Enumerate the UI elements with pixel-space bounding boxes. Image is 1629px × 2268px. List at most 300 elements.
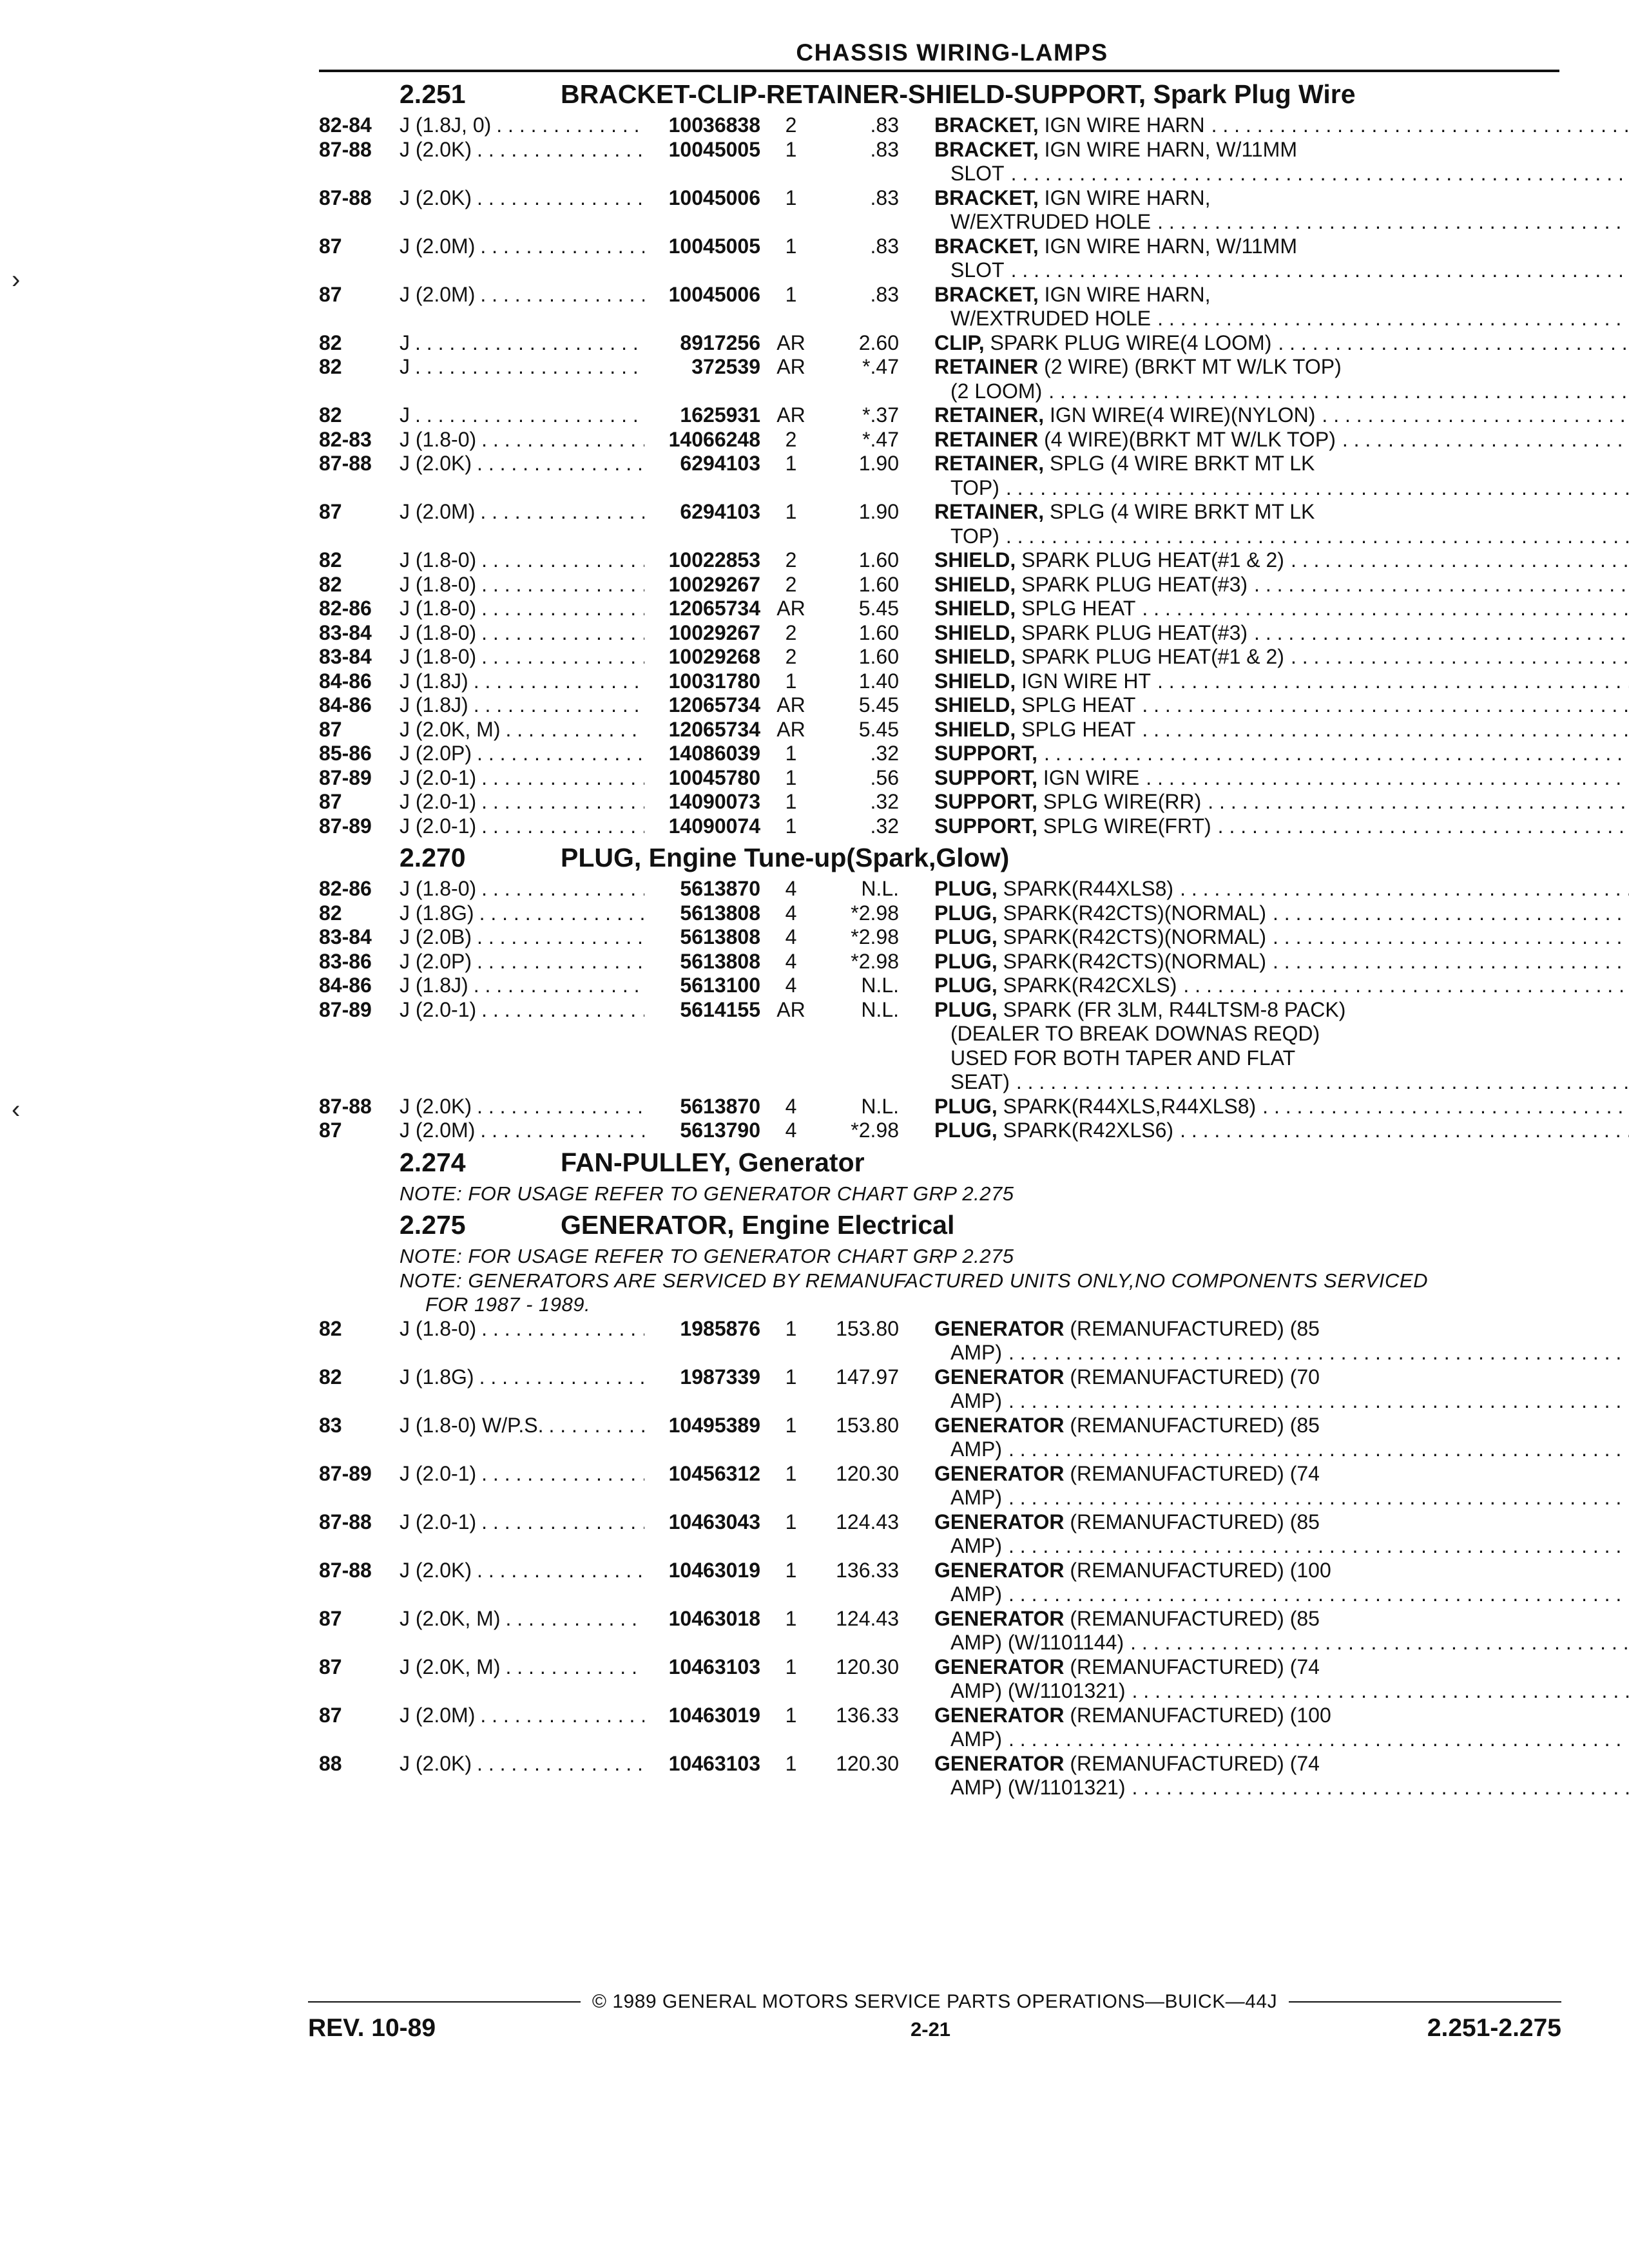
description-line (934, 1046, 1629, 1071)
price-cell: 1.90 (858, 500, 899, 523)
leader-dots (1177, 974, 1629, 998)
part-number-cell: 8917256 (680, 331, 760, 354)
description-cell (899, 597, 1629, 621)
table-row (319, 998, 1559, 1095)
year-cell: 82-86 (319, 877, 372, 900)
description-text (934, 1752, 1320, 1776)
leader-dots (476, 998, 644, 1095)
description-line (934, 331, 1629, 356)
quantity-cell: 1 (785, 814, 797, 838)
model-cell (400, 500, 644, 548)
description-line (934, 621, 1629, 646)
price-cell: 1.60 (858, 572, 899, 596)
table-row (319, 901, 1559, 926)
description-text (934, 235, 1297, 259)
model-cell (400, 901, 644, 926)
quantity-cell: 1 (785, 1413, 797, 1437)
price-cell: 1.60 (858, 645, 899, 668)
section-title: FAN-PULLEY, Generator (561, 1147, 865, 1177)
description-text (934, 113, 1205, 138)
description-cell (899, 573, 1629, 597)
description-text (934, 669, 1151, 694)
description-detail: W/EXTRUDED HOLE (950, 210, 1152, 233)
description-line (934, 1022, 1629, 1046)
description-cell (899, 1752, 1629, 1800)
leader-dots (476, 597, 644, 621)
leader-dots (1284, 548, 1629, 573)
table-row (319, 113, 1559, 138)
part-number-cell: 10045005 (668, 234, 760, 258)
description-detail: SPARK PLUG HEAT(#1 & 2) (1016, 548, 1284, 572)
leader-dots (999, 476, 1629, 501)
description-keyword: RETAINER, (934, 452, 1045, 475)
part-number-cell: 10045780 (668, 765, 760, 789)
description-keyword: RETAINER, (934, 500, 1045, 523)
description-text (934, 1704, 1331, 1728)
part-number-cell: 1625931 (680, 403, 760, 427)
footer-bottom-line (308, 2014, 1561, 2042)
description-keyword: PLUG, (934, 925, 998, 948)
description-text (934, 790, 1201, 814)
table-row (319, 1655, 1559, 1704)
year-cell: 87-89 (319, 997, 372, 1021)
description-detail: SPLG (4 WIRE BRKT MT LK (1044, 500, 1315, 523)
price-cell: 1.60 (858, 548, 899, 572)
price-cell: 120.30 (836, 1751, 899, 1775)
description-detail: IGN WIRE(4 WIRE)(NYLON) (1044, 403, 1316, 427)
part-number-cell: 12065734 (668, 693, 760, 716)
model-cell (400, 186, 644, 235)
part-number-cell: 10031780 (668, 669, 760, 693)
description-line (934, 790, 1629, 814)
section-note (319, 1244, 1559, 1269)
description-line (934, 162, 1629, 186)
quantity-cell: 4 (785, 877, 797, 900)
quantity-cell: AR (776, 997, 805, 1021)
model-text: J (2.0K) (400, 1558, 472, 1582)
description-cell (899, 1414, 1629, 1462)
price-cell: 136.33 (836, 1703, 899, 1727)
leader-dots (1005, 162, 1629, 186)
description-keyword: PLUG, (934, 1094, 998, 1118)
leader-dots (1336, 428, 1629, 452)
price-cell: *2.98 (851, 1119, 899, 1142)
model-cell (400, 1095, 644, 1119)
description-detail: (REMANUFACTURED) (70 (1064, 1365, 1320, 1389)
table-row (319, 138, 1559, 186)
section-number: 2.251 (400, 79, 466, 109)
description-cell (899, 1559, 1629, 1607)
price-cell: *2.98 (851, 925, 899, 948)
footer-copyright-line (308, 1991, 1561, 2013)
description-detail: AMP) (950, 1437, 1002, 1461)
model-cell (400, 1510, 644, 1559)
model-cell (400, 974, 644, 998)
model-text: J (2.0-1) (400, 997, 477, 1021)
quantity-cell: 1 (785, 1316, 797, 1340)
table-row (319, 235, 1559, 283)
part-number-cell: 5613808 (680, 949, 760, 973)
description-text (950, 1022, 1320, 1046)
quantity-cell: 1 (785, 742, 797, 765)
description-line (934, 307, 1629, 331)
quantity-cell: 1 (785, 765, 797, 789)
description-line (934, 974, 1629, 998)
price-cell: 5.45 (858, 717, 899, 741)
description-detail: SPARK(R42XLS6) (997, 1119, 1174, 1142)
description-detail: USED FOR BOTH TAPER AND FLAT (950, 1046, 1296, 1070)
description-text (934, 548, 1284, 573)
leader-dots (1205, 113, 1629, 138)
description-detail: (REMANUFACTURED) (74 (1064, 1461, 1320, 1485)
description-detail: (REMANUFACTURED) (74 (1064, 1751, 1320, 1775)
description-text (950, 524, 999, 549)
model-cell (400, 138, 644, 186)
quantity-cell: 4 (785, 949, 797, 973)
description-line (934, 1462, 1629, 1486)
description-keyword: SHIELD, (934, 693, 1016, 716)
description-line (934, 1510, 1629, 1535)
description-line (934, 355, 1629, 380)
table-row (319, 355, 1559, 403)
table-row (319, 790, 1559, 814)
description-detail: IGN WIRE (1037, 765, 1140, 789)
model-cell (400, 331, 644, 356)
year-cell: 87 (319, 500, 342, 523)
description-detail: TOP) (950, 476, 999, 499)
description-line (934, 1317, 1629, 1341)
description-keyword: RETAINER (934, 427, 1039, 451)
table-row (319, 428, 1559, 452)
description-keyword: BRACKET, (934, 113, 1039, 137)
price-cell: 2.60 (858, 331, 899, 354)
year-cell: 87 (319, 282, 342, 306)
description-text (934, 573, 1248, 597)
description-text (950, 1582, 1002, 1607)
quantity-cell: 1 (785, 1461, 797, 1485)
description-keyword: SHIELD, (934, 669, 1016, 693)
part-number-cell: 12065734 (668, 597, 760, 620)
year-cell: 83-84 (319, 925, 372, 948)
part-number-cell: 10045006 (668, 282, 760, 306)
description-line (934, 742, 1629, 766)
part-number-cell: 10463019 (668, 1703, 760, 1727)
leader-dots (472, 452, 644, 500)
description-detail: SEAT) (950, 1070, 1010, 1093)
description-text (950, 307, 1151, 331)
model-text: J (2.0M) (400, 1703, 476, 1727)
description-detail: SPLG HEAT (1016, 717, 1136, 741)
description-detail: (REMANUFACTURED) (100 (1064, 1558, 1331, 1582)
description-cell (899, 428, 1629, 452)
leader-dots (1002, 1341, 1629, 1365)
leader-dots (1005, 258, 1629, 283)
description-keyword: PLUG, (934, 1119, 998, 1142)
description-line (934, 1534, 1629, 1559)
section-heading (319, 1206, 1559, 1244)
leader-dots (999, 524, 1629, 549)
description-keyword: GENERATOR (934, 1655, 1065, 1678)
description-keyword: SUPPORT, (934, 790, 1038, 813)
leader-dots (1271, 331, 1629, 356)
quantity-cell: 2 (785, 427, 797, 451)
description-line (934, 138, 1629, 162)
leader-dots (474, 901, 644, 926)
model-text: J (2.0-1) (400, 765, 477, 789)
leader-dots (476, 766, 644, 791)
leader-dots (1173, 877, 1629, 901)
price-cell: *2.98 (851, 949, 899, 973)
price-cell: *.37 (862, 403, 899, 427)
year-cell: 87 (319, 1703, 342, 1727)
description-detail: (2 WIRE) (BRKT MT W/LK TOP) (1038, 355, 1342, 378)
description-detail: TOP) (950, 524, 999, 548)
description-keyword: SHIELD, (934, 597, 1016, 620)
description-keyword: BRACKET, (934, 137, 1039, 161)
table-row (319, 621, 1559, 646)
part-number-cell: 5613808 (680, 925, 760, 948)
description-line (934, 718, 1629, 742)
description-cell (899, 1655, 1629, 1704)
description-cell (899, 331, 1629, 356)
part-number-cell: 14090074 (668, 814, 760, 838)
price-cell: 5.45 (858, 597, 899, 620)
leader-dots (1211, 814, 1629, 839)
description-cell (899, 790, 1629, 814)
description-detail: AMP) (950, 1534, 1002, 1557)
part-number-cell: 10045005 (668, 137, 760, 161)
description-cell (899, 452, 1629, 500)
model-text: J (2.0M) (400, 282, 476, 306)
quantity-cell: AR (776, 597, 805, 620)
description-text (950, 1070, 1010, 1095)
model-cell (400, 1559, 644, 1607)
description-text (934, 1365, 1320, 1390)
description-cell (899, 403, 1629, 428)
year-cell: 87-89 (319, 1461, 372, 1485)
year-cell: 83-86 (319, 949, 372, 973)
description-detail: AMP) (W/1101144) (950, 1631, 1124, 1654)
table-row (319, 974, 1559, 998)
section-heading (319, 838, 1559, 877)
leader-dots (475, 1119, 644, 1143)
leader-dots (1002, 1389, 1629, 1414)
description-line (934, 1776, 1629, 1800)
price-cell: .32 (870, 814, 899, 838)
description-text (934, 925, 1266, 950)
table-row (319, 597, 1559, 621)
quantity-cell: 1 (785, 186, 797, 209)
quantity-cell: 2 (785, 113, 797, 137)
leader-dots (472, 1559, 644, 1607)
description-text (934, 1510, 1320, 1535)
description-line (934, 186, 1629, 211)
model-cell (400, 1704, 644, 1752)
description-detail: SPLG WIRE(FRT) (1037, 814, 1211, 838)
price-cell: 153.80 (836, 1413, 899, 1437)
quantity-cell: 1 (785, 1751, 797, 1775)
section-number: 2.274 (400, 1147, 466, 1177)
table-row (319, 877, 1559, 901)
model-text: J (1.8J) (400, 693, 468, 716)
table-row (319, 1704, 1559, 1752)
table-row (319, 1365, 1559, 1414)
section-number: 2.275 (400, 1210, 466, 1240)
margin-mark: › (12, 265, 21, 294)
description-text (934, 355, 1342, 380)
description-text (934, 645, 1284, 669)
part-number-cell: 1987339 (680, 1365, 760, 1389)
description-text (934, 283, 1210, 307)
description-text (934, 1414, 1320, 1438)
description-cell (899, 355, 1629, 403)
page-number: 2-21 (911, 2018, 951, 2041)
model-text: J (2.0K) (400, 186, 472, 209)
description-cell (899, 186, 1629, 235)
description-keyword: GENERATOR (934, 1316, 1065, 1340)
description-line (934, 1559, 1629, 1583)
description-cell (899, 548, 1629, 573)
description-detail: SPARK PLUG HEAT(#3) (1016, 620, 1248, 644)
description-keyword: GENERATOR (934, 1365, 1065, 1389)
section-note (319, 1182, 1559, 1206)
year-cell: 87-89 (319, 765, 372, 789)
note-continuation: FOR 1987 - 1989. (425, 1293, 591, 1316)
table-row (319, 718, 1559, 742)
section-range: 2.251-2.275 (1427, 2014, 1561, 2042)
quantity-cell: AR (776, 717, 805, 741)
model-text: J (2.0M) (400, 234, 476, 258)
table-row (319, 500, 1559, 548)
description-detail: SLOT (950, 162, 1005, 185)
model-cell (400, 950, 644, 974)
model-text: J (2.0M) (400, 1119, 476, 1142)
section-title: GENERATOR, Engine Electrical (561, 1210, 955, 1240)
description-line (934, 1414, 1629, 1438)
quantity-cell: 1 (785, 500, 797, 523)
price-cell: .83 (870, 186, 899, 209)
part-number-cell: 14086039 (668, 742, 760, 765)
description-text (934, 597, 1135, 621)
quantity-cell: 2 (785, 548, 797, 572)
model-cell (400, 877, 644, 901)
revision-label: REV. 10-89 (308, 2014, 436, 2042)
leader-dots (1266, 901, 1629, 926)
leader-dots (472, 1095, 644, 1119)
model-cell (400, 790, 644, 814)
description-detail: AMP) (W/1101321) (950, 1679, 1126, 1702)
year-cell: 83-84 (319, 645, 372, 668)
year-cell: 84-86 (319, 669, 372, 693)
description-text (950, 1486, 1002, 1510)
part-number-cell: 5613808 (680, 901, 760, 925)
leader-dots (475, 283, 644, 331)
year-cell: 87-89 (319, 814, 372, 838)
model-cell (400, 1752, 644, 1800)
description-detail: SPARK(R44XLS8) (997, 877, 1174, 900)
year-cell: 84-86 (319, 974, 372, 997)
description-line (934, 1704, 1629, 1728)
part-number-cell: 10463103 (668, 1655, 760, 1678)
model-cell (400, 814, 644, 839)
quantity-cell: 1 (785, 234, 797, 258)
leader-dots (491, 113, 644, 138)
leader-dots (1151, 669, 1629, 694)
description-cell (899, 1317, 1629, 1365)
part-number-cell: 10029268 (668, 645, 760, 668)
model-text: J (2.0K) (400, 137, 472, 161)
model-text: J (1.8-0) (400, 877, 477, 900)
description-cell (899, 1119, 1629, 1143)
description-line (934, 403, 1629, 428)
quantity-cell: AR (776, 693, 805, 716)
description-keyword: BRACKET, (934, 234, 1039, 258)
description-text (934, 1559, 1331, 1583)
description-detail: AMP) (950, 1389, 1002, 1412)
footer-rule-right (1289, 2001, 1561, 2003)
year-cell: 87-88 (319, 1510, 372, 1533)
leader-dots (1126, 1679, 1629, 1704)
leader-dots (410, 403, 644, 428)
price-cell: 1.90 (858, 452, 899, 475)
model-cell (400, 693, 644, 718)
model-text: J (2.0M) (400, 500, 476, 523)
model-text: J (2.0-1) (400, 1461, 477, 1485)
description-detail: IGN WIRE HARN, (1038, 282, 1211, 306)
description-detail: (REMANUFACTURED) (100 (1064, 1703, 1331, 1727)
description-detail: (REMANUFACTURED) (85 (1064, 1510, 1320, 1533)
model-text: J (1.8-0) (400, 620, 477, 644)
part-number-cell: 10463043 (668, 1510, 760, 1533)
leader-dots (1151, 307, 1629, 331)
model-text: J (2.0B) (400, 925, 472, 948)
model-cell (400, 1607, 644, 1655)
description-line (934, 1070, 1629, 1095)
description-detail: (REMANUFACTURED) (74 (1064, 1655, 1320, 1678)
leader-dots (1315, 403, 1629, 428)
price-cell: .83 (870, 137, 899, 161)
part-number-cell: 6294103 (680, 500, 760, 523)
description-line (934, 766, 1629, 791)
description-keyword: CLIP, (934, 331, 985, 354)
description-detail: SPARK (FR 3LM, R44LTSM-8 PACK) (997, 997, 1346, 1021)
description-keyword: SHIELD, (934, 717, 1016, 741)
table-row (319, 1559, 1559, 1607)
model-cell (400, 925, 644, 950)
description-cell (899, 1607, 1629, 1655)
description-detail: SPARK(R42CXLS) (997, 974, 1177, 997)
description-detail: AMP) (950, 1582, 1002, 1606)
leader-dots (1002, 1534, 1629, 1559)
model-text: J (2.0K, M) (400, 1606, 501, 1630)
year-cell: 85-86 (319, 742, 372, 765)
price-cell: 147.97 (836, 1365, 899, 1389)
description-keyword: BRACKET, (934, 282, 1039, 306)
leader-dots (476, 1510, 644, 1559)
leader-dots (472, 138, 644, 186)
leader-dots (1151, 210, 1629, 235)
price-cell: 1.60 (858, 620, 899, 644)
price-cell: 124.43 (836, 1510, 899, 1533)
quantity-cell: 1 (785, 790, 797, 813)
part-number-cell: 10029267 (668, 572, 760, 596)
quantity-cell: AR (776, 331, 805, 354)
year-cell: 87-88 (319, 1094, 372, 1118)
description-text (934, 1119, 1173, 1143)
description-line (934, 669, 1629, 694)
description-keyword: GENERATOR (934, 1703, 1065, 1727)
leader-dots (472, 742, 644, 766)
